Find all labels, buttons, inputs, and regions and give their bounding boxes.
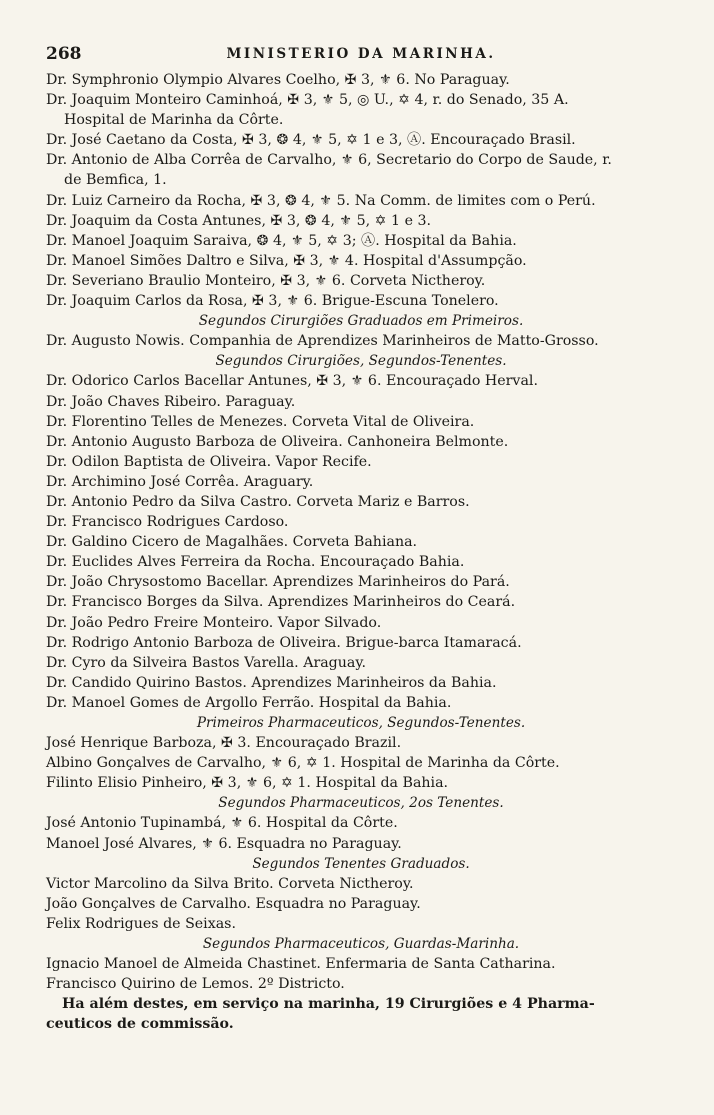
entry-line: Dr. João Chaves Ribeiro. Paraguay. [46,393,296,410]
entry-line: Victor Marcolino da Silva Brito. Corveta Nictheroy. [46,875,414,892]
entry-line: Dr. Joaquim Carlos da Rosa, ✠ 3, ⚜ 6. Brigue-Escuna Tonelero. [46,293,499,310]
entry-line: Manoel José Alvares, ⚜ 6. Esquadra no Paraguay. [46,835,402,852]
entry-line: Dr. Francisco Rodrigues Cardoso. [46,514,289,531]
entry-line: Dr. João Chrysostomo Bacellar. Aprendizes Marinheiros do Pará. [46,574,510,591]
entry-line: Dr. Augusto Nowis. Companhia de Aprendizes Marinheiros de Matto-Grosso. [46,333,599,350]
closing-note-continuation: ceuticos de commissão. [46,1016,234,1033]
section-heading: Segundos Tenentes Graduados. [252,855,470,872]
entry-line: Dr. Luiz Carneiro da Rocha, ✠ 3, ❂ 4, ⚜ 5. Na Comm. de limites com o Perú. [46,192,596,209]
entry-line: Dr. Cyro da Silveira Bastos Varella. Araguay. [46,654,366,671]
entry-line: Dr. Manoel Gomes de Argollo Ferrão. Hospital da Bahia. [46,694,452,711]
entry-line: Dr. Antonio de Alba Corrêa de Carvalho, ⚜ 6, Secretario do Corpo de Saude, r. [46,152,612,169]
entry-line: Dr. Joaquim da Costa Antunes, ✠ 3, ❂ 4, ⚜ 5, ✡ 1 e 3. [46,212,432,229]
entry-line: Francisco Quirino de Lemos. 2º Districto. [46,976,345,993]
section-heading: Segundos Pharmaceuticos, Guardas-Marinha. [202,936,520,953]
section-heading: Segundos Cirurgiões, Segundos-Tenentes. [215,353,507,370]
entry-line: José Henrique Barboza, ✠ 3. Encouraçado Brazil. [46,735,402,752]
section-heading: Segundos Cirurgiões Graduados em Primeiros. [198,313,524,330]
entry-line: Dr. Odorico Carlos Bacellar Antunes, ✠ 3, ⚜ 6. Encouraçado Herval. [46,373,538,390]
entry-line: Dr. Galdino Cicero de Magalhães. Corveta Bahiana. [46,534,418,551]
entry-line: Dr. Manoel Simões Daltro e Silva, ✠ 3, ⚜ 4. Hospital d'Assumpção. [46,252,527,269]
entry-line: Dr. Archimino José Corrêa. Araguary. [46,473,314,490]
entry-line: Dr. João Pedro Freire Monteiro. Vapor Silvado. [46,614,382,631]
entry-line: Dr. Florentino Telles de Menezes. Corveta Vital de Oliveira. [46,413,475,430]
closing-note: Ha além destes, em serviço na marinha, 19 Cirurgiões e 4 Pharma- [62,996,595,1013]
entry-continuation: de Bemfica, 1. [64,172,167,189]
section-heading: Primeiros Pharmaceuticos, Segundos-Tenentes. [196,715,526,731]
entry-line: Dr. Symphronio Olympio Alvares Coelho, ✠ 3, ⚜ 6. No Paraguay. [46,72,510,88]
entry-continuation: Hospital de Marinha da Côrte. [64,112,284,129]
running-title: MINISTERIO DA MARINHA. [226,46,496,62]
entry-line: Dr. Odilon Baptista de Oliveira. Vapor Recife. [46,453,372,470]
page-header [46,44,676,70]
entry-line: Dr. Manoel Joaquim Saraiva, ❂ 4, ⚜ 5, ✡ 3; Ⓐ. Hospital da Bahia. [46,232,517,249]
entry-line: Dr. Joaquim Monteiro Caminhoá, ✠ 3, ⚜ 5, ◎ U., ✡ 4, r. do Senado, 35 A. [46,92,569,109]
entry-line: Dr. Euclides Alves Ferreira da Rocha. Encouraçado Bahia. [46,554,465,571]
entry-line: Filinto Elisio Pinheiro, ✠ 3, ⚜ 6, ✡ 1. Hospital da Bahia. [46,775,449,792]
page-number: 268 [46,44,82,64]
entry-line: João Gonçalves de Carvalho. Esquadra no Paraguay. [46,895,421,912]
entry-line: Dr. José Caetano da Costa, ✠ 3, ❂ 4, ⚜ 5, ✡ 1 e 3, Ⓐ. Encouraçado Brasil. [46,132,576,149]
entry-line: Dr. Rodrigo Antonio Barboza de Oliveira. Brigue-barca Itamaracá. [46,634,522,651]
entry-line: Dr. Antonio Pedro da Silva Castro. Corveta Mariz e Barros. [46,493,470,510]
document-page [46,44,676,1035]
entry-line: Dr. Francisco Borges da Silva. Aprendizes Marinheiros do Ceará. [46,594,516,611]
entry-line: Albino Gonçalves de Carvalho, ⚜ 6, ✡ 1. Hospital de Marinha da Côrte. [46,755,560,772]
section-heading: Segundos Pharmaceuticos, 2os Tenentes. [218,795,504,812]
entry-line: Dr. Candido Quirino Bastos. Aprendizes Marinheiros da Bahia. [46,674,497,691]
entry-line: Ignacio Manoel de Almeida Chastinet. Enfermaria de Santa Catharina. [46,956,556,973]
entry-line: Felix Rodrigues de Seixas. [46,915,236,932]
entry-line: Dr. Severiano Braulio Monteiro, ✠ 3, ⚜ 6. Corveta Nictheroy. [46,272,486,289]
entry-line: Dr. Antonio Augusto Barboza de Oliveira. Canhoneira Belmonte. [46,433,509,450]
entry-line: José Antonio Tupinambá, ⚜ 6. Hospital da Côrte. [46,815,398,832]
